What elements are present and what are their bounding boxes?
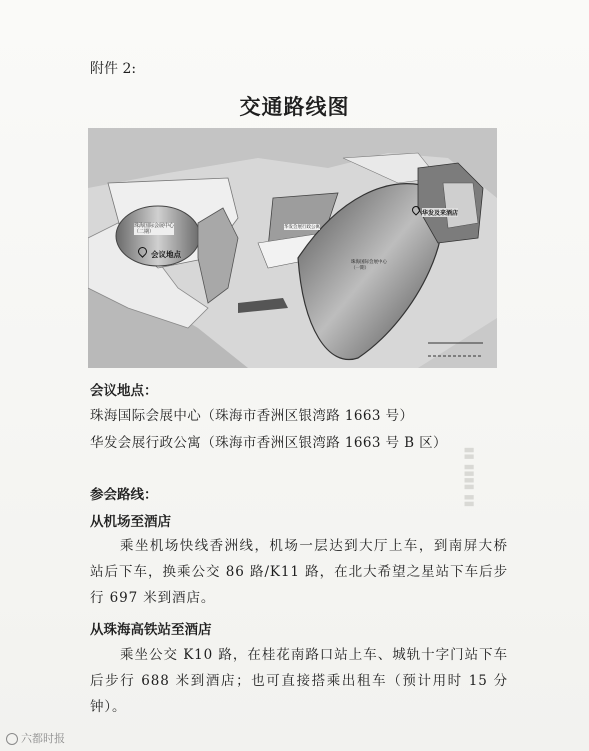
map-label-meeting-place: 会议地点 [151, 250, 181, 259]
venue-heading: 会议地点： [90, 383, 158, 399]
map-label-hotel: 华发及来酒店 [422, 210, 459, 217]
map-graphic [88, 128, 497, 368]
route-map [88, 128, 497, 368]
venue-line: 珠海国际会展中心（珠海市香洲区银湾路 1663 号） [90, 408, 414, 424]
route-heading: 参会路线： [90, 487, 158, 503]
attachment-label: 附件 2: [90, 61, 137, 77]
watermark [6, 730, 65, 746]
watermark-logo-icon [6, 733, 18, 745]
route-subheading: 从珠海高铁站至酒店 [90, 622, 212, 638]
map-label-venue-2: 珠海国际会展中心 （二期） [134, 223, 175, 235]
show-through-text: ▮▮ ▮▮▮▮ ▮▮ [463, 446, 478, 508]
page-title: 交通路线图 [239, 95, 350, 119]
venue-line: 华发会展行政公寓（珠海市香洲区银湾路 1663 号 B 区） [90, 435, 447, 451]
route-paragraph: 乘坐机场快线香洲线，机场一层达到大厅上车，到南屏大桥站后下车，换乘公交 86 路/K11 路，在北大希望之星站下车后步行 697 米到酒店。 [90, 538, 508, 606]
map-label-apartment: 华发会展行政公寓 [284, 225, 320, 230]
watermark-text: 六都时报 [21, 732, 65, 745]
map-label-venue-1: 珠海国际会展中心 （一期） [351, 260, 387, 271]
route-paragraph: 乘坐公交 K10 路，在桂花南路口站上车、城轨十字门站下车后步行 688 米到酒店；也可直接搭乘出租车（预计用时 15 分钟）。 [90, 647, 508, 715]
route-subheading: 从机场至酒店 [90, 514, 171, 530]
